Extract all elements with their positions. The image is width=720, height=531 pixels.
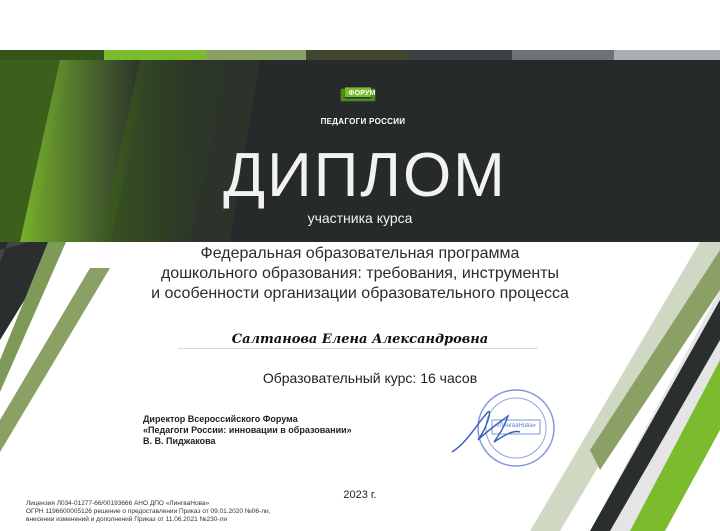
issue-year: 2023 г. [343,489,377,501]
name-underline [178,348,538,349]
logo-top-text: ФОРУМ [348,90,376,97]
license-line-1: Лицензия Л034-01277-66/00193666 АНО ДПО «ЛингваНова» [26,500,210,507]
director-line-3: В. В. Пиджакова [143,436,216,446]
stamp-center-text: «ЛингваНова» [495,423,537,429]
diploma-subtitle: участника курса [307,210,413,226]
diploma-title: ДИПЛОМ [223,141,507,210]
director-line-1: Директор Всероссийского Форума [143,414,298,424]
license-info [26,500,346,524]
program-line-2: дошкольного образования: требования, инструменты [160,265,560,282]
director-line-2: «Педагоги России: инновации в образовании» [143,425,352,435]
logo-bottom-text: ПЕДАГОГИ РОССИИ [320,117,406,126]
program-title [110,244,610,304]
program-line-1: Федеральная образовательная программа [200,245,520,262]
recipient-name: Салтанова Елена Александровна [231,332,489,347]
license-line-2: ОГРН 1196600005126 решение о предоставлении Приказ от 09.01.2020 №06-ли, [26,508,271,515]
program-line-3: и особенности организации образовательного процесса [151,285,569,302]
course-info: Образовательный курс: 16 часов [262,370,478,386]
director-block [143,414,423,447]
license-line-3: внесении изменений и дополнений Приказ от 11.06.2021 №230-ли [26,516,227,523]
